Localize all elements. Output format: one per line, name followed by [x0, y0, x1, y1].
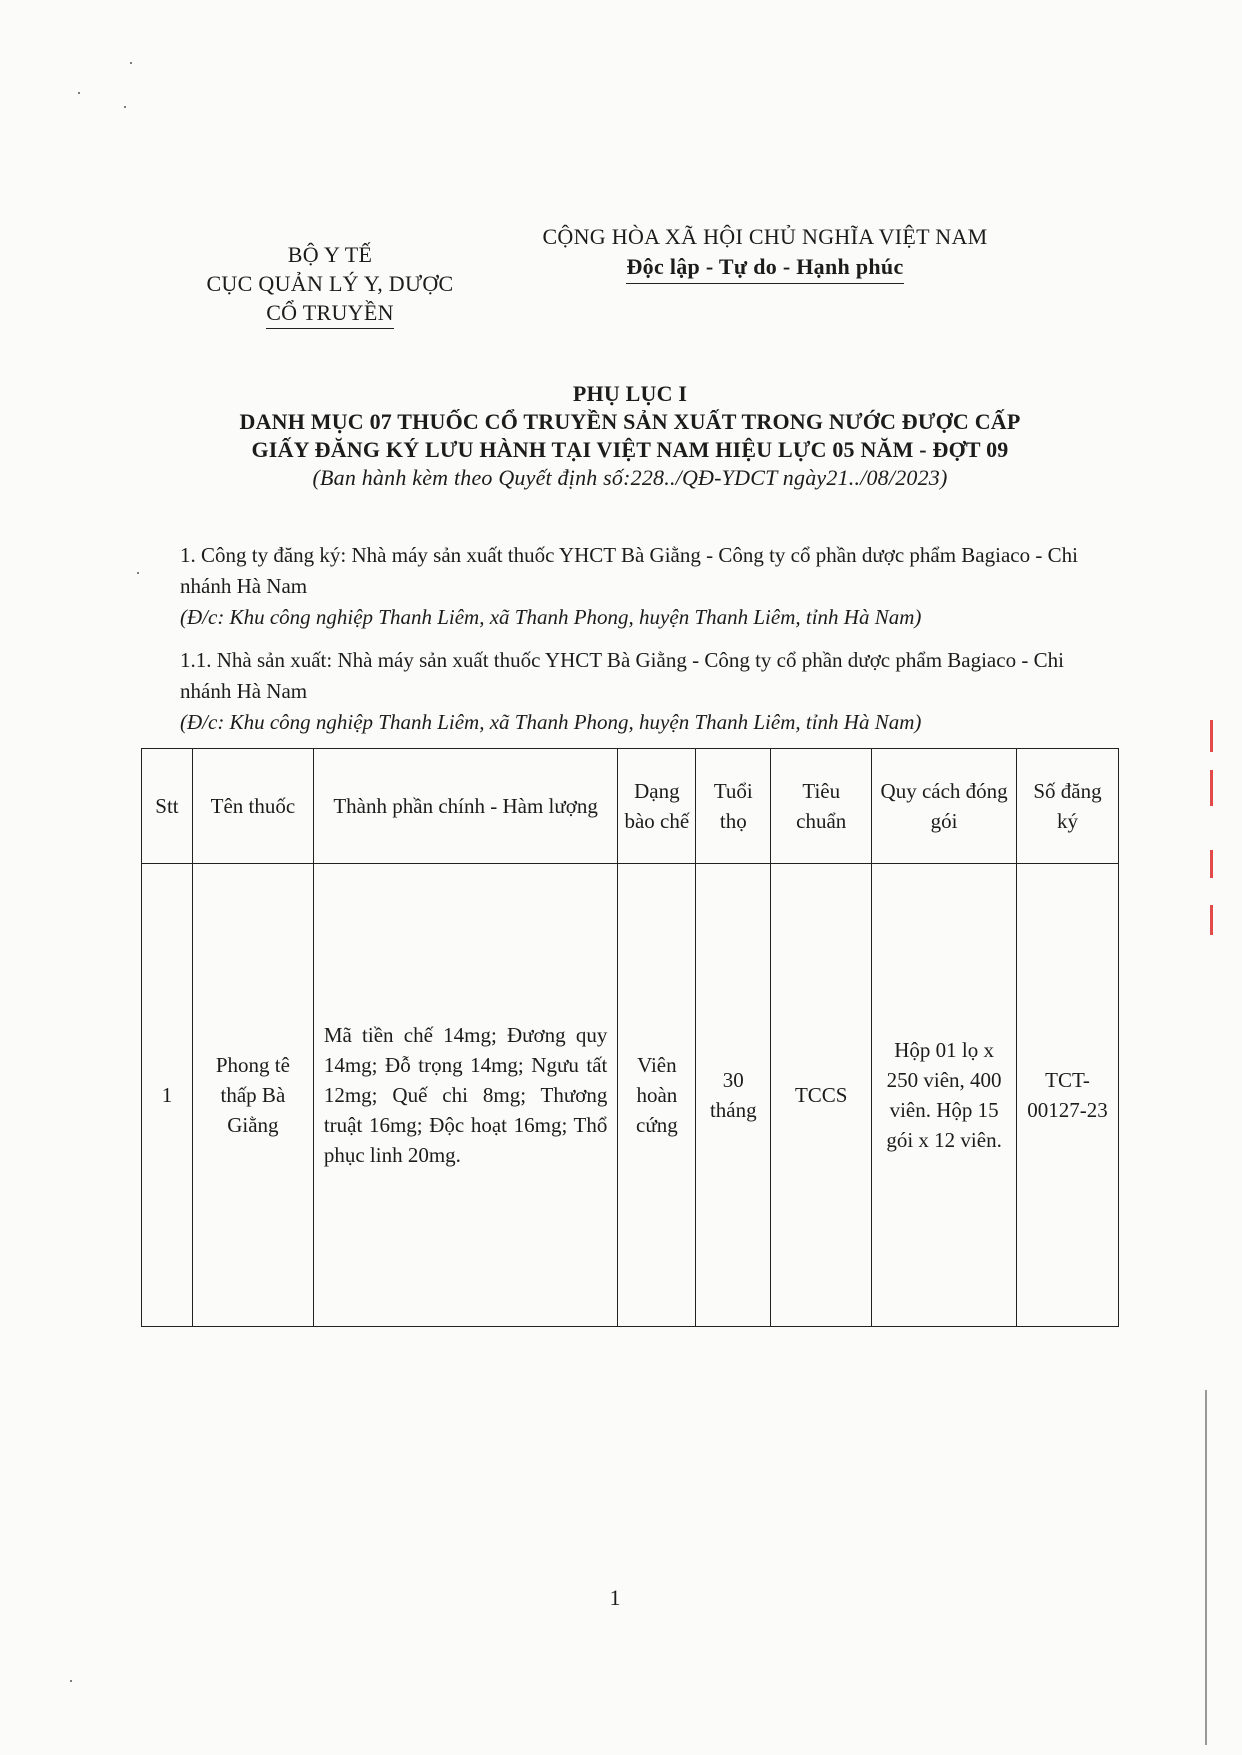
cell-standard: TCCS [771, 864, 872, 1327]
page-number: 1 [609, 1585, 621, 1610]
stamp-mark [1210, 905, 1213, 935]
appendix-title: PHỤ LỤC I [572, 381, 688, 406]
cell-stt: 1 [142, 864, 193, 1327]
manufacturer-address: (Đ/c: Khu công nghiệp Thanh Liêm, xã Thanh Phong, huyện Thanh Liêm, tỉnh Hà Nam) [180, 710, 922, 734]
margin-stamp-fragment [1202, 610, 1222, 950]
scan-speck [78, 92, 80, 94]
manufacturer-section [180, 645, 1110, 738]
header-standard: Tiêu chuẩn [771, 749, 872, 864]
header-reg-number: Số đăng ký [1017, 749, 1119, 864]
registrant-label: 1. Công ty đăng ký: [180, 543, 347, 567]
scan-edge-line [1205, 1390, 1207, 1745]
registrant-name: Nhà máy sản xuất thuốc YHCT Bà Giằng - Công ty cổ phần dược phẩm Bagiaco - Chi nhánh Hà Nam [180, 543, 1078, 598]
stamp-mark [1210, 850, 1213, 878]
national-header [505, 222, 1025, 284]
scan-speck [124, 106, 126, 108]
header-dosage-form: Dạng bào chế [618, 749, 696, 864]
cell-ingredients: Mã tiền chế 14mg; Đương quy 14mg; Đỗ trọng 14mg; Ngưu tất 12mg; Quế chi 8mg; Thương truật 16mg; Độc hoạt 16mg; Thổ phục linh 20mg. [313, 864, 618, 1327]
manufacturer-name: Nhà máy sản xuất thuốc YHCT Bà Giằng - Công ty cổ phần dược phẩm Bagiaco - Chi nhánh Hà Nam [180, 648, 1064, 703]
stamp-mark [1210, 720, 1213, 752]
cell-reg-number: TCT-00127-23 [1017, 864, 1119, 1327]
table-header-row [142, 749, 1119, 864]
table-row [142, 864, 1119, 1327]
national-motto: Độc lập - Tự do - Hạnh phúc [626, 252, 903, 284]
stamp-mark [1210, 770, 1213, 806]
scan-speck [137, 572, 139, 574]
title-line-3: GIẤY ĐĂNG KÝ LƯU HÀNH TẠI VIỆT NAM HIỆU LỰC 05 NĂM - ĐỢT 09 [251, 437, 1009, 462]
document-title [150, 380, 1110, 492]
cell-shelf-life: 30 tháng [696, 864, 771, 1327]
agency-line-3: CỔ TRUYỀN [266, 298, 394, 329]
agency-line-1: BỘ Y TẾ [287, 242, 373, 267]
country-name: CỘNG HÒA XÃ HỘI CHỦ NGHĨA VIỆT NAM [542, 224, 988, 249]
registrant-address: (Đ/c: Khu công nghiệp Thanh Liêm, xã Thanh Phong, huyện Thanh Liêm, tỉnh Hà Nam) [180, 605, 922, 629]
header-ingredients: Thành phần chính - Hàm lượng [313, 749, 618, 864]
cell-dosage-form: Viên hoàn cứng [618, 864, 696, 1327]
title-line-2: DANH MỤC 07 THUỐC CỔ TRUYỀN SẢN XUẤT TRONG NƯỚC ĐƯỢC CẤP [239, 409, 1021, 434]
header-packaging: Quy cách đóng gói [872, 749, 1017, 864]
registrant-section [180, 540, 1110, 633]
scan-speck [130, 62, 132, 64]
scan-speck [70, 1680, 72, 1682]
cell-packaging: Hộp 01 lọ x 250 viên, 400 viên. Hộp 15 gói x 12 viên. [872, 864, 1017, 1327]
header-shelf-life: Tuổi thọ [696, 749, 771, 864]
drug-table [141, 748, 1119, 1327]
manufacturer-label: 1.1. Nhà sản xuất: [180, 648, 333, 672]
header-drug-name: Tên thuốc [192, 749, 313, 864]
decision-reference: (Ban hành kèm theo Quyết định số:228../QĐ-YDCT ngày21../08/2023) [312, 465, 948, 490]
cell-drug-name: Phong tê thấp Bà Giằng [192, 864, 313, 1327]
header-stt: Stt [142, 749, 193, 864]
issuing-agency [185, 240, 475, 329]
agency-line-2: CỤC QUẢN LÝ Y, DƯỢC [206, 271, 454, 296]
